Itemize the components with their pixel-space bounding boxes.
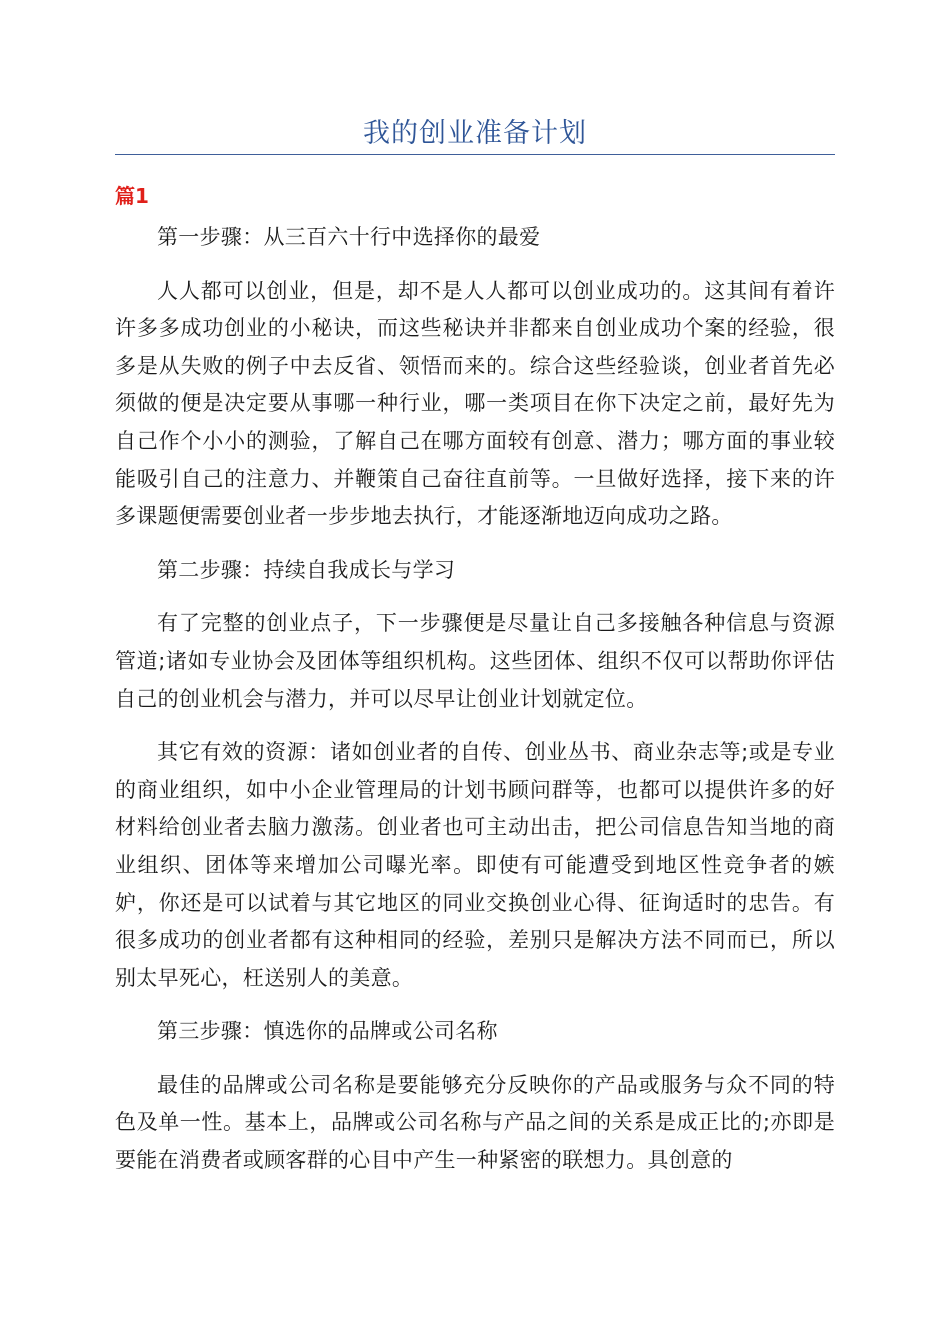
section-heading: 篇1 (115, 184, 149, 208)
paragraph-3: 其它有效的资源：诸如创业者的自传、创业丛书、商业杂志等;或是专业的商业组织，如中小企业管理局的计划书顾问群等，也都可以提供许多的好材料给创业者去脑力激荡。创业者也可主动出击，把公司信息告知当地的商业组织、团体等来增加公司曝光率。即使有可能遭受到地区性竞争者的嫉妒，你还是可以试着与其它地区的同业交换创业心得、征询适时的忠告。有很多成功的创业者都有这种相同的经验，差别只是解决方法不同而已，所以别太早死心，枉送别人的美意。 (115, 740, 835, 990)
paragraph-2: 有了完整的创业点子，下一步骤便是尽量让自己多接触各种信息与资源管道;诸如专业协会及团体等组织机构。这些团体、组织不仅可以帮助你评估自己的创业机会与潜力，并可以尽早让创业计划就定位。 (115, 611, 835, 711)
paragraph-1: 人人都可以创业，但是，却不是人人都可以创业成功的。这其间有着许许多多成功创业的小秘诀，而这些秘诀并非都来自创业成功个案的经验，很多是从失败的例子中去反省、领悟而来的。综合这些经验谈，创业者首先必须做的便是决定要从事哪一种行业，哪一类项目在你下决定之前，最好先为自己作个小小的测验，了解自己在哪方面较有创意、潜力；哪方面的事业较能吸引自己的注意力、并鞭策自己奋往直前等。一旦做好选择，接下来的许多课题便需要创业者一步步地去执行，才能逐渐地迈向成功之路。 (115, 278, 835, 529)
step-heading-1: 第一步骤：从三百六十行中选择你的最爱 (157, 225, 541, 249)
document-body (115, 219, 835, 1196)
document-title: 我的创业准备计划 (363, 118, 587, 149)
title-underline (115, 154, 835, 155)
step-heading-3: 第三步骤：慎选你的品牌或公司名称 (157, 1019, 498, 1044)
step-heading-2: 第二步骤：持续自我成长与学习 (157, 557, 456, 582)
paragraph-4: 最佳的品牌或公司名称是要能够充分反映你的产品或服务与众不同的特色及单一性。基本上，品牌或公司名称与产品之间的关系是成正比的;亦即是要能在消费者或顾客群的心目中产生一种紧密的联想力。具创意的 (115, 1072, 835, 1173)
